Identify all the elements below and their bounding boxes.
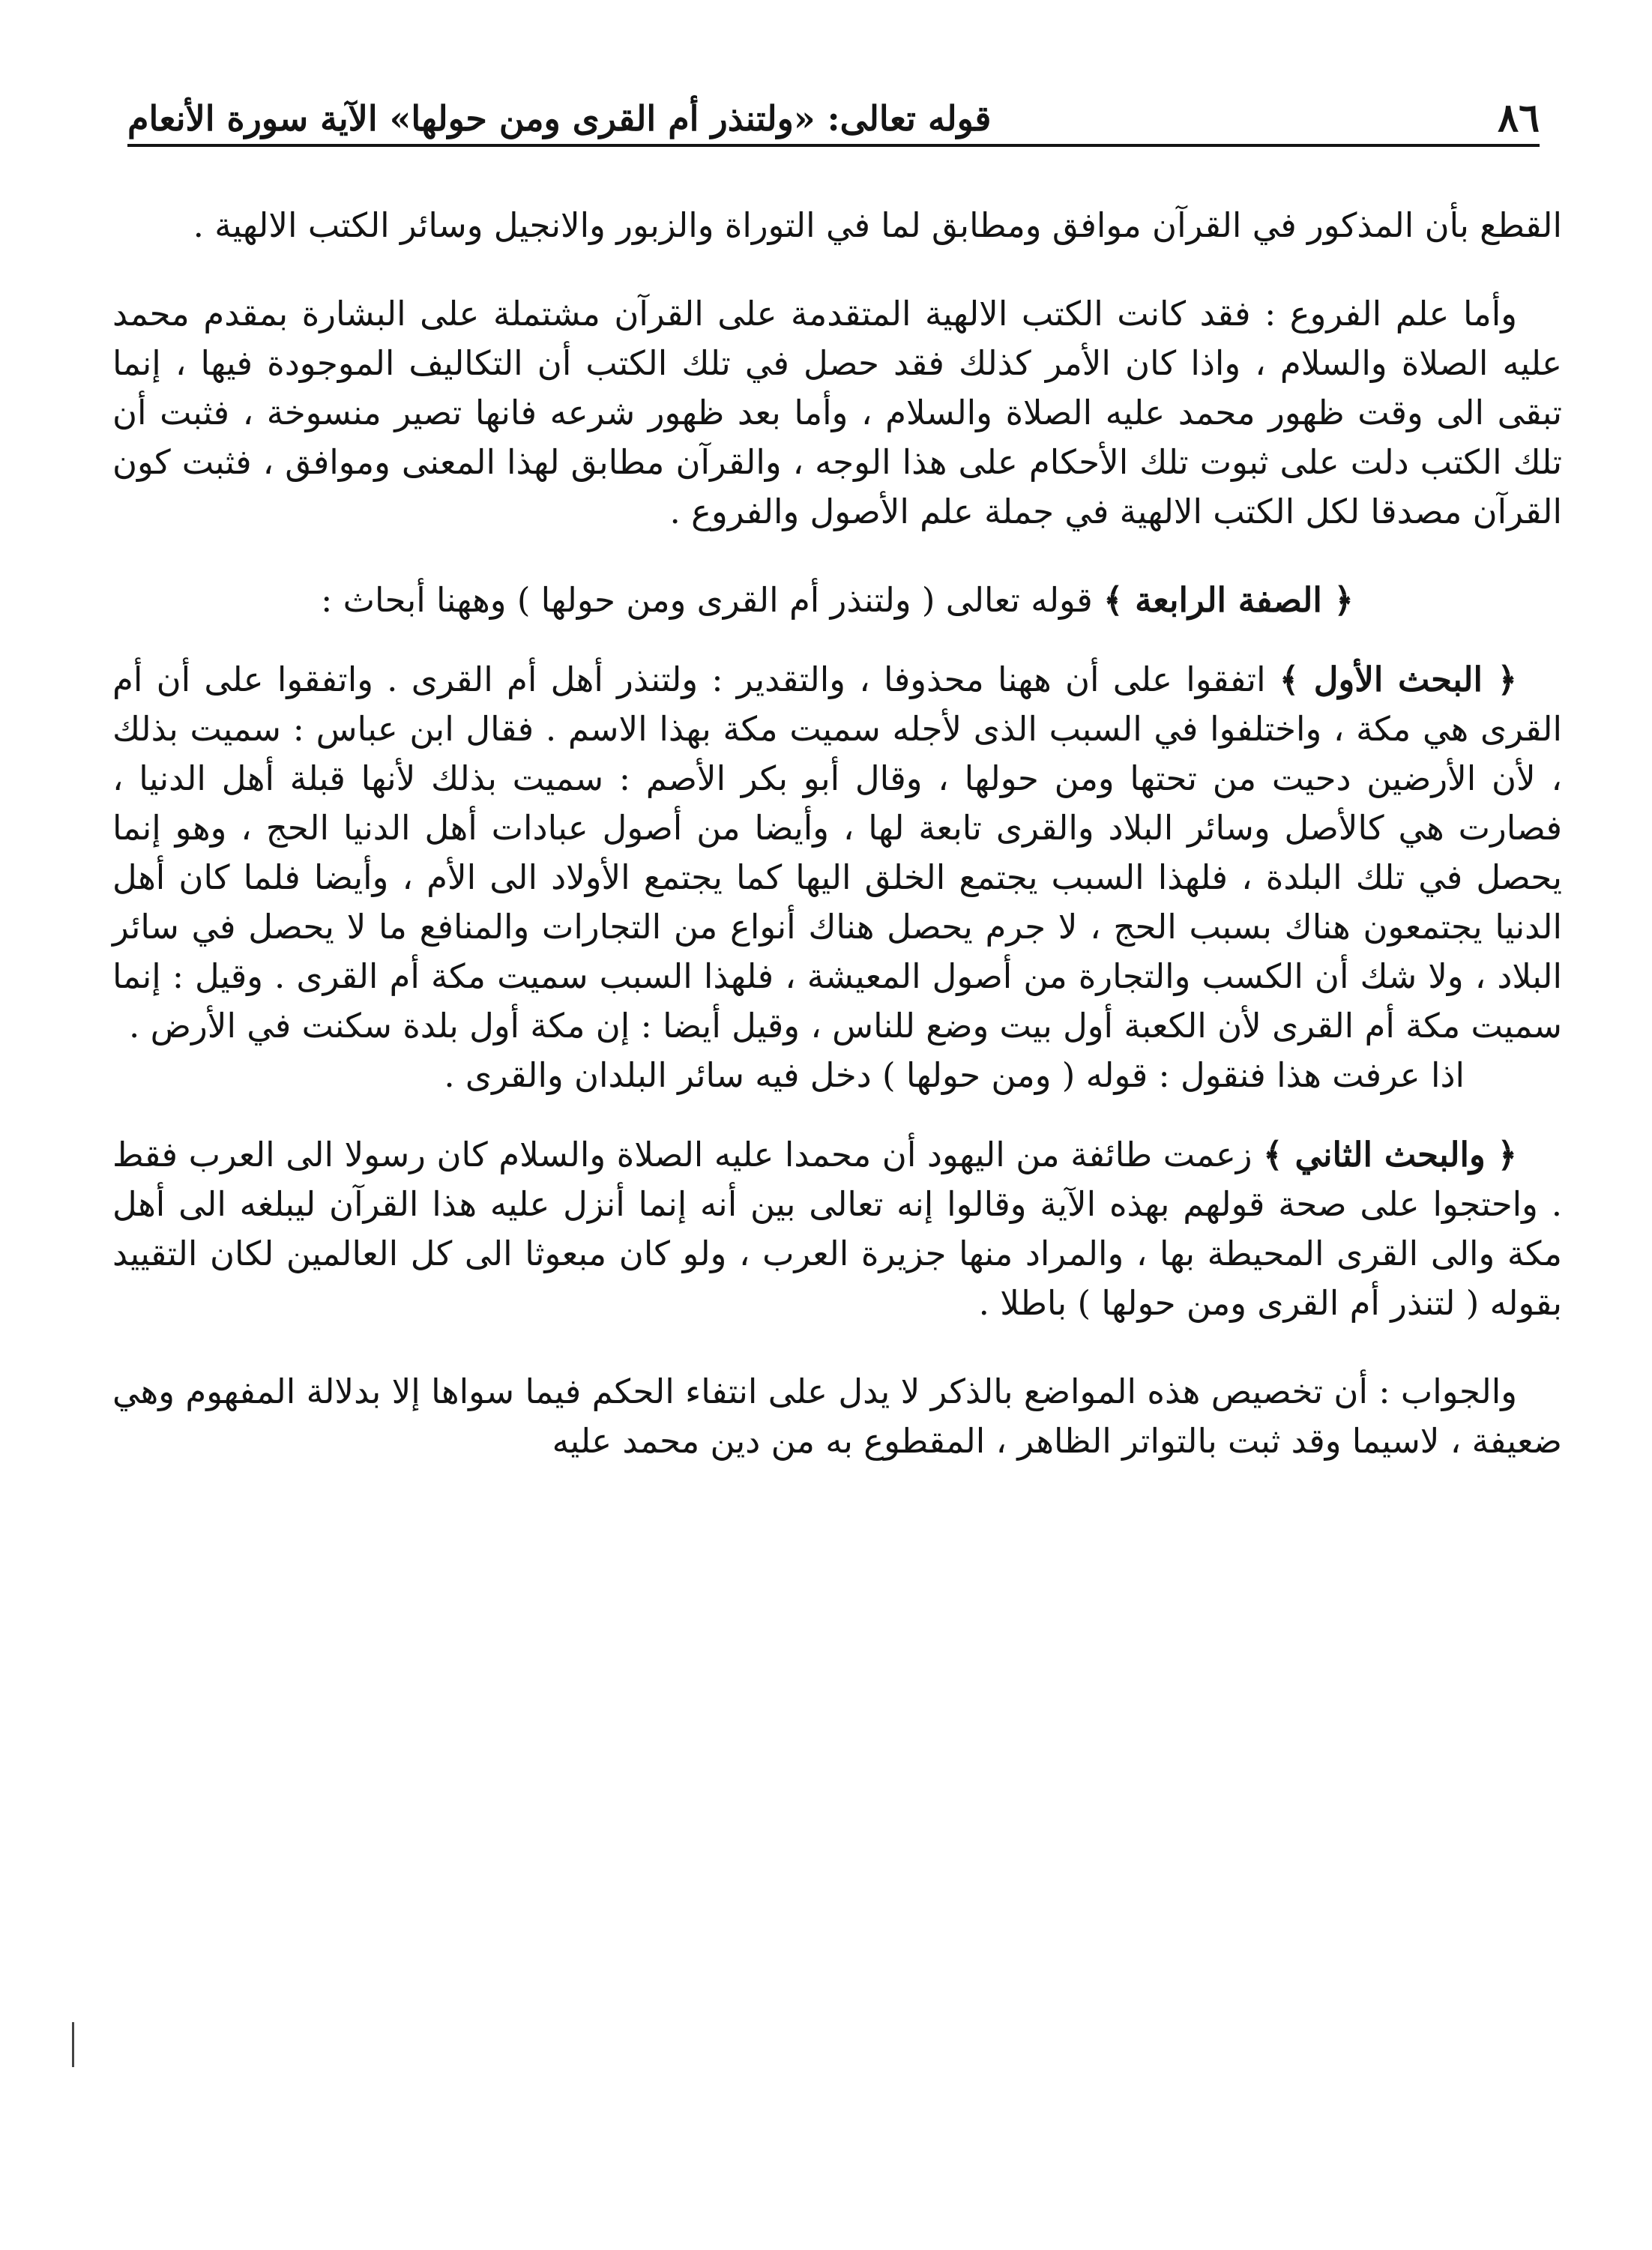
- running-title: قوله تعالى: «ولتنذر أم القرى ومن حولها» الآية سورة الأنعام: [127, 98, 992, 139]
- section-second-discussion: [112, 1130, 1562, 1328]
- page-header: [127, 75, 1540, 141]
- section-heading-second-discussion: ﴿ والبحث الثاني ﴾: [1263, 1135, 1517, 1174]
- paragraph-answer: والجواب : أن تخصيص هذه المواضع بالذكر لا يدل على انتفاء الحكم فيما سواها إلا بدلالة المفهوم وهي ضعيفة ، لاسيما وقد ثبت بالتواتر الظاهر ، المقطوع به من دين محمد عليه: [112, 1372, 1562, 1461]
- section-heading-first-discussion: ﴿ البحث الأول ﴾: [1279, 660, 1517, 699]
- section-text-fourth-attribute: قوله تعالى ( ولتنذر أم القرى ومن حولها ) وههنا أبحاث :: [321, 580, 1093, 620]
- scan-edge-mark: [72, 2022, 74, 2067]
- section-first-discussion: [112, 655, 1562, 1051]
- paragraph-scriptures-agreement: القطع بأن المذكور في القرآن موافق ومطابق لما في التوراة والزبور والانجيل وسائر الكتب الالهية .: [193, 205, 1562, 245]
- paragraph-science-of-branches: وأما علم الفروع : فقد كانت الكتب الالهية المتقدمة على القرآن مشتملة على البشارة بمقدم محمد عليه الصلاة والسلام ، واذا كان الأمر كذلك فقد حصل في تلك الكتب أن التكاليف الموجودة فيها ، إنما تبقى الى وقت ظهور محمد عليه الصلاة والسلام ، وأما بعد ظهور شرعه فانها تصير منسوخة ، فثبت أن تلك الكتب دلت على ثبوت تلك الأحكام على هذا الوجه ، والقرآن مطابق لهذا المعنى وموافق ، فثبت كون القرآن مصدقا لكل الكتب الالهية في جملة علم الأصول والفروع .: [112, 294, 1562, 531]
- section-fourth-attribute: [112, 576, 1562, 625]
- section-text-first-discussion: اتفقوا على أن ههنا محذوفا ، والتقدير : ولتنذر أهل أم القرى . واتفقوا على أن أم القرى هي مكة ، واختلفوا في السبب الذى لأجله سميت مكة بهذا الاسم . فقال ابن عباس : سميت بذلك ، لأن الأرضين دحيت من تحتها ومن حولها ، وقال أبو بكر الأصم : سميت بذلك لأنها قبلة أهل الدنيا ، فصارت هي كالأصل وسائر البلاد والقرى تابعة لها ، وأيضا من أصول عبادات أهل الدنيا الحج ، وهو إنما يحصل في تلك البلدة ، فلهذا السبب يجتمع الخلق اليها كما يجتمع الأولاد الى الأم ، وأيضا فلما كان أهل الدنيا يجتمعون هناك بسبب الحج ، لا جرم يحصل هناك أنواع من التجارات والمنافع ما لا يحصل في سائر البلاد ، ولا شك أن الكسب والتجارة من أصول المعيشة ، فلهذا السبب سميت مكة أم القرى . وقيل : إنما سميت مكة أم القرى لأن الكعبة أول بيت وضع للناس ، وقيل أيضا : إن مكة أول بلدة سكنت في الأرض .: [112, 660, 1562, 1046]
- page-body: [112, 201, 1562, 1466]
- section-text-second-discussion: زعمت طائفة من اليهود أن محمدا عليه الصلاة والسلام كان رسولا الى العرب فقط . واحتجوا على صحة قولهم بهذه الآية وقالوا إنه تعالى بين أنه إنما أنزل عليه هذا القرآن ليبلغه الى أهل مكة والى القرى المحيطة بها ، والمراد منها جزيرة العرب ، ولو كان مبعوثا الى كل العالمين لكان التقييد بقوله ( لتنذر أم القرى ومن حولها ) باطلا .: [112, 1135, 1562, 1323]
- section-heading-fourth-attribute: ﴿ الصفة الرابعة ﴾: [1103, 580, 1354, 620]
- paragraph-first-discussion-conclusion: اذا عرفت هذا فنقول : قوله ( ومن حولها ) دخل فيه سائر البلدان والقرى .: [444, 1055, 1465, 1095]
- header-rule: [127, 144, 1540, 147]
- page-number: ٨٦: [1498, 95, 1540, 141]
